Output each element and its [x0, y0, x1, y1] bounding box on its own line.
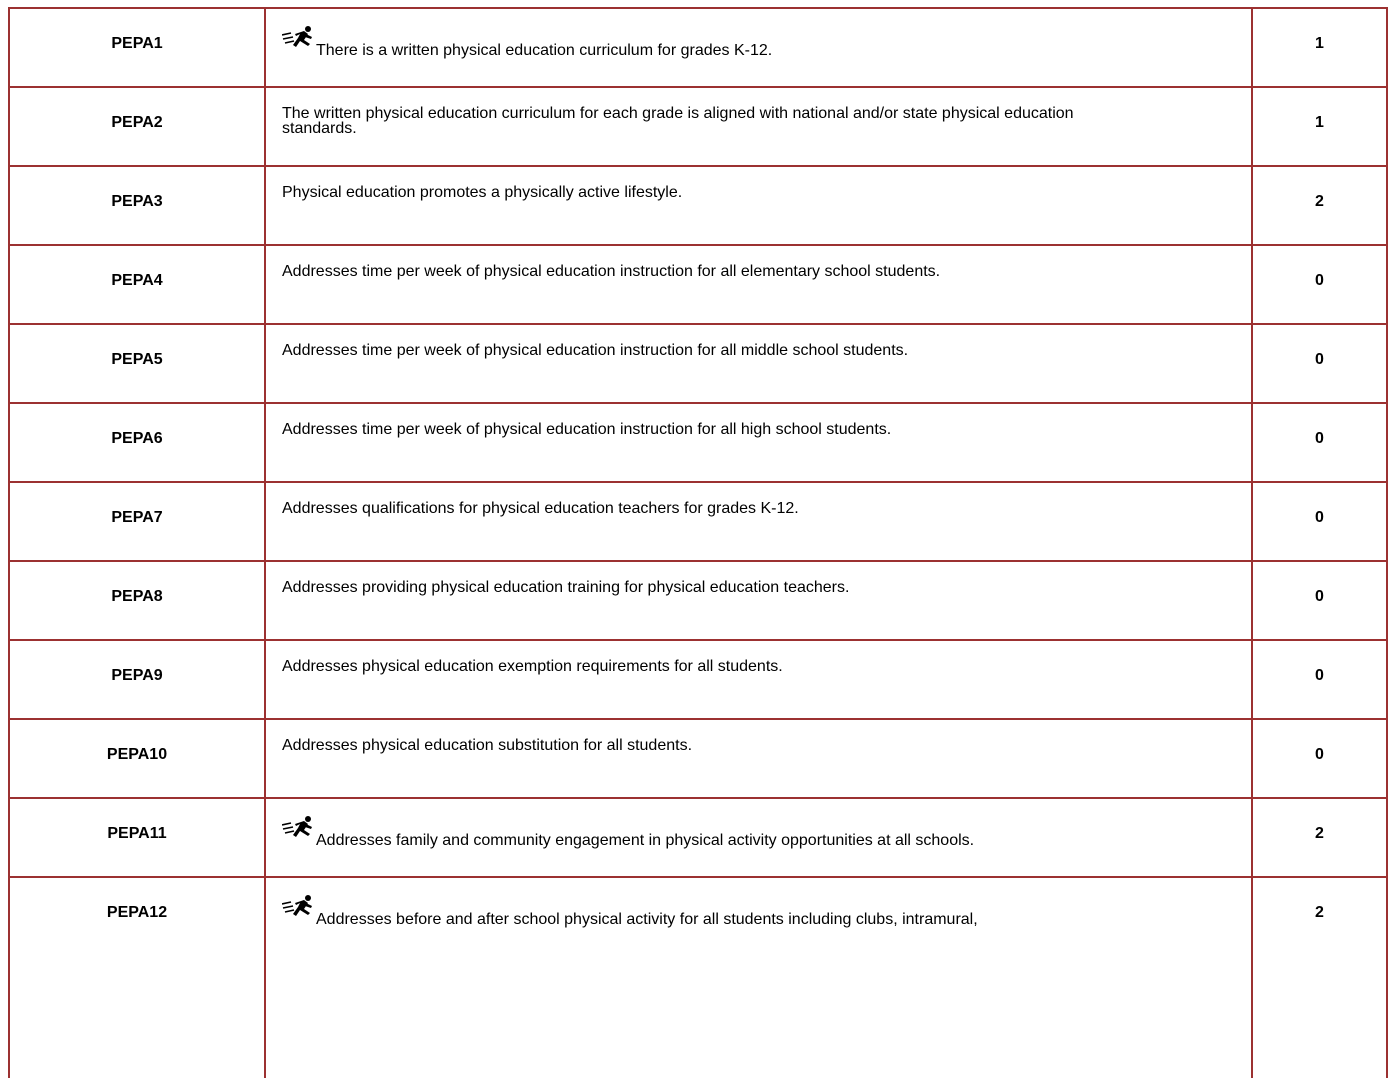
item-description: Addresses physical education substitution for all students.	[282, 737, 693, 754]
item-code: PEPA9	[8, 641, 264, 718]
running-figure-icon	[282, 894, 316, 920]
item-code: PEPA1	[8, 9, 264, 86]
item-description: Addresses family and community engagement in physical activity opportunities at all schools.	[316, 832, 975, 849]
table-row	[8, 246, 1388, 325]
table-row	[8, 167, 1388, 246]
item-code: PEPA2	[8, 88, 264, 165]
table-row	[8, 799, 1388, 878]
item-description: There is a written physical education curriculum for grades K-12.	[316, 42, 773, 59]
table-row	[8, 483, 1388, 562]
table-row	[8, 404, 1388, 483]
item-description-cell	[264, 562, 1251, 639]
item-score: 1	[1251, 88, 1388, 165]
item-description-cell	[264, 167, 1251, 244]
item-code: PEPA10	[8, 720, 264, 797]
item-code: PEPA11	[8, 799, 264, 876]
table-row	[8, 641, 1388, 720]
item-score: 1	[1251, 9, 1388, 86]
running-figure-icon	[282, 815, 316, 841]
item-description: The written physical education curriculum for each grade is aligned with national and/or state physical education standards.	[282, 105, 1074, 137]
item-score: 2	[1251, 167, 1388, 244]
table-row	[8, 88, 1388, 167]
policy-assessment-table	[8, 7, 1388, 1078]
item-description: Addresses before and after school physical activity for all students including clubs, intramural,	[316, 911, 978, 928]
item-description-cell	[264, 641, 1251, 718]
table-row	[8, 720, 1388, 799]
item-description-cell	[264, 9, 1251, 86]
item-score: 0	[1251, 720, 1388, 797]
item-score: 2	[1251, 799, 1388, 876]
item-description-cell	[264, 483, 1251, 560]
item-score: 0	[1251, 325, 1388, 402]
item-score: 0	[1251, 483, 1388, 560]
table-row	[8, 9, 1388, 88]
item-code: PEPA4	[8, 246, 264, 323]
item-description: Physical education promotes a physically active lifestyle.	[282, 184, 683, 201]
item-score: 2	[1251, 878, 1388, 1078]
item-code: PEPA3	[8, 167, 264, 244]
item-description: Addresses time per week of physical education instruction for all elementary school students.	[282, 263, 941, 280]
item-description: Addresses providing physical education training for physical education teachers.	[282, 579, 850, 596]
item-code: PEPA5	[8, 325, 264, 402]
item-score: 0	[1251, 404, 1388, 481]
item-description: Addresses time per week of physical education instruction for all middle school students.	[282, 342, 909, 359]
item-score: 0	[1251, 246, 1388, 323]
item-description: Addresses qualifications for physical education teachers for grades K-12.	[282, 500, 799, 517]
item-description-cell	[264, 88, 1251, 165]
item-score: 0	[1251, 641, 1388, 718]
table-row	[8, 562, 1388, 641]
item-description: Addresses physical education exemption requirements for all students.	[282, 658, 783, 675]
item-description-cell	[264, 878, 1251, 1078]
running-figure-icon	[282, 25, 316, 51]
item-description: Addresses time per week of physical education instruction for all high school students.	[282, 421, 892, 438]
item-description-cell	[264, 404, 1251, 481]
item-code: PEPA12	[8, 878, 264, 1078]
item-description-cell	[264, 799, 1251, 876]
item-code: PEPA6	[8, 404, 264, 481]
table-row	[8, 325, 1388, 404]
item-description-cell	[264, 246, 1251, 323]
item-description-cell	[264, 325, 1251, 402]
item-code: PEPA7	[8, 483, 264, 560]
table-row	[8, 878, 1388, 1078]
item-description-cell	[264, 720, 1251, 797]
item-score: 0	[1251, 562, 1388, 639]
item-code: PEPA8	[8, 562, 264, 639]
